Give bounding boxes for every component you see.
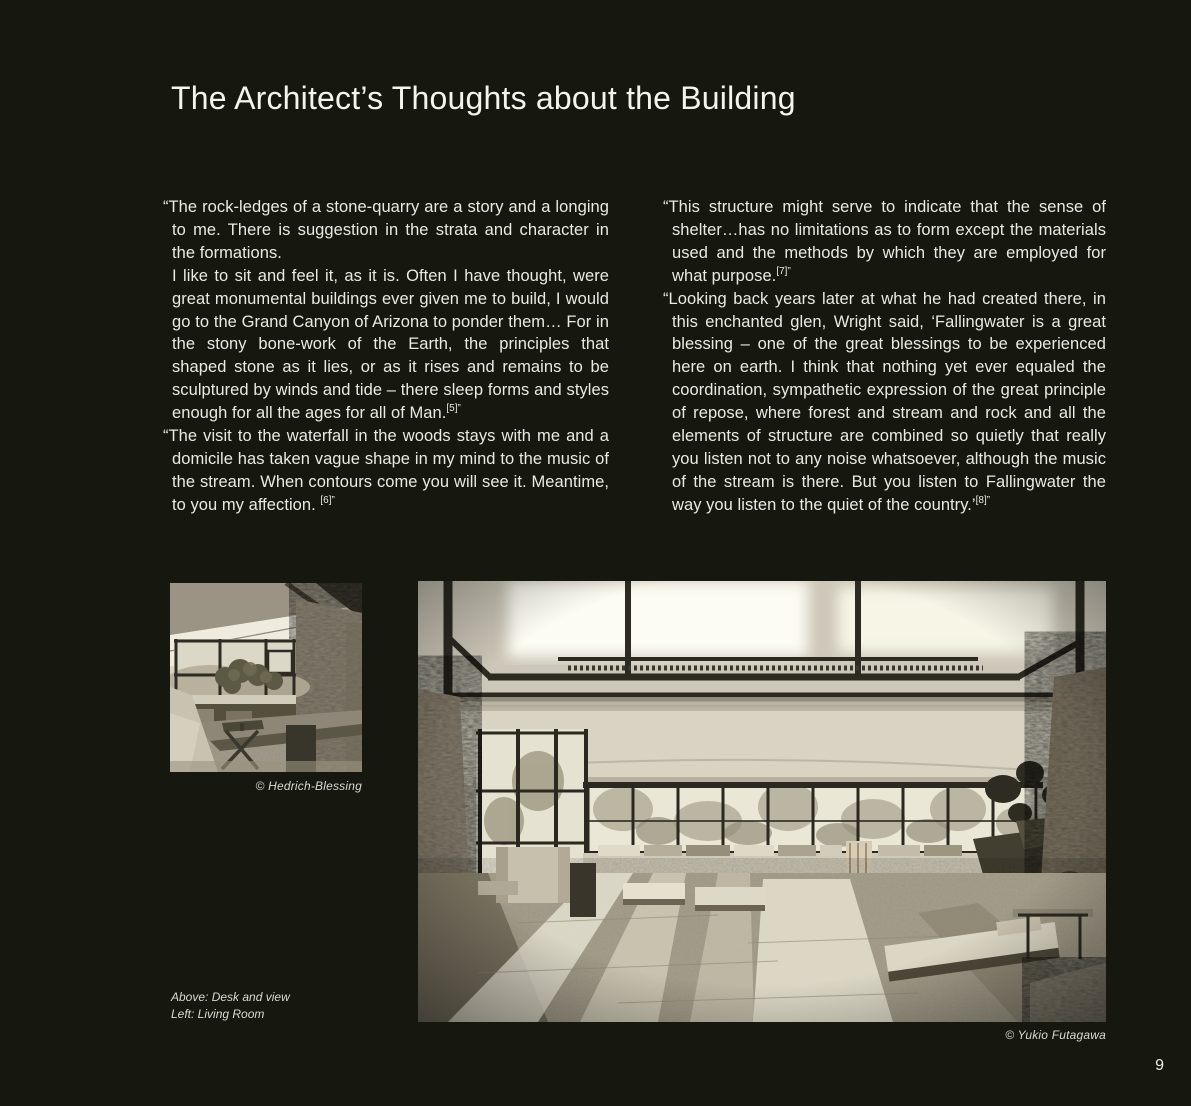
left-column <box>163 196 609 517</box>
quote-paragraph <box>663 196 1106 288</box>
footnote-marker: [5] <box>446 403 458 415</box>
page-title: The Architect’s Thoughts about the Building <box>171 80 796 116</box>
photo-description-above: Above: Desk and view <box>171 990 290 1004</box>
page-number: 9 <box>1155 1057 1164 1074</box>
quote-text: “The rock-ledges of a stone-quarry are a story and a longing to me. There is suggestion in the strata and character in the formations. <box>163 198 609 262</box>
quote-paragraph <box>163 196 609 265</box>
footnote-marker: [6] <box>320 494 332 506</box>
quote-text: “This structure might serve to indicate that the sense of shelter…has no limitations as to form except the materials used and the methods by which they are employed for what purpose. <box>663 198 1106 285</box>
quote-paragraph <box>163 265 609 425</box>
closing-quote: ” <box>787 265 791 277</box>
quote-text: “The visit to the waterfall in the woods stays with me and a domicile has taken vague shape in my mind to the music of the stream. When contours come you will see it. Meantime, to you my affection. <box>163 427 609 514</box>
closing-quote: ” <box>331 494 335 506</box>
living-room-photo <box>418 581 1106 1022</box>
footnote-marker: [8] <box>975 494 987 506</box>
closing-quote: ” <box>986 494 991 506</box>
photo-credit-hedrich-blessing: © Hedrich-Blessing <box>255 779 362 793</box>
photo-description <box>171 989 290 1022</box>
closing-quote: ” <box>457 403 461 415</box>
quote-paragraph <box>163 425 609 517</box>
quote-text: I like to sit and feel it, as it is. Often I have thought, were great monumental buildings ever given me to build, I would go to the Grand Canyon of Arizona to ponder them… For in the stony bone-work of the Earth, the principles that shaped stone as it lies, or as it rises and remains to be sculptured by winds and tide – there sleep forms and styles enough for all the ages for all of Man. <box>172 266 609 423</box>
photo-description-left: Left: Living Room <box>171 1006 265 1021</box>
quote-paragraph <box>663 288 1106 517</box>
quote-text: “Looking back years later at what he had created there, in this enchanted glen, Wright said, ‘Fallingwater is a great blessing – one of the great blessings to be experienced here on earth. I think that nothing yet ever equaled the coordination, sympathetic expression of the great principle of repose, where forest and stream and rock and all the elements of structure are combined so quietly that really you listen not to any noise whatsoever, although the music of the stream is there. But you listen to Fallingwater the way you listen to the quiet of the country.’ <box>663 289 1106 514</box>
quote-columns <box>163 196 1106 517</box>
right-column <box>663 196 1106 517</box>
footnote-marker: [7] <box>776 265 788 277</box>
photo-credit-yukio-futagawa: © Yukio Futagawa <box>1005 1028 1106 1042</box>
desk-photo <box>170 583 362 772</box>
